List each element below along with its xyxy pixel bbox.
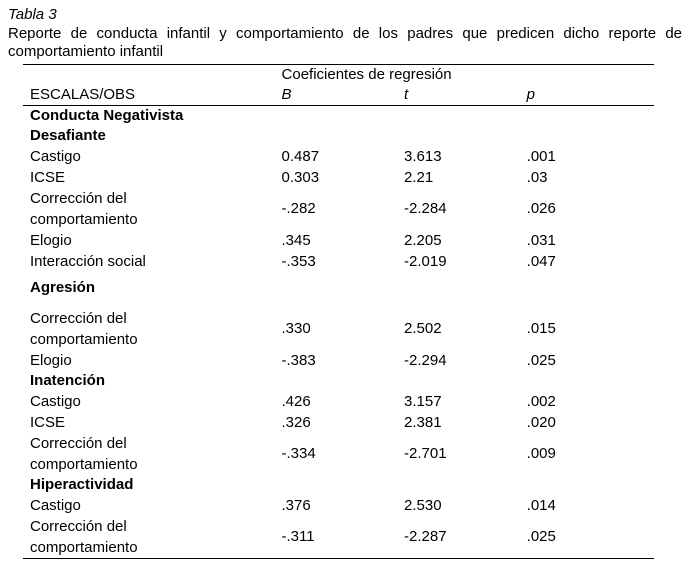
t-value: -2.284 bbox=[404, 200, 447, 217]
table-row bbox=[23, 433, 654, 475]
t-value: 2.205 bbox=[404, 231, 442, 249]
row-label: Interacción social bbox=[30, 252, 146, 270]
row-label: Castigo bbox=[30, 392, 81, 410]
group-title-line1: Conducta Negativista bbox=[30, 107, 184, 124]
group-title-line2: Desafiante bbox=[30, 127, 106, 144]
p-value: .014 bbox=[526, 496, 556, 514]
row-label: Castigo bbox=[30, 147, 81, 165]
t-value: -2.294 bbox=[404, 351, 447, 369]
p-value: .047 bbox=[526, 252, 556, 270]
b-value: 0.487 bbox=[281, 147, 320, 165]
row-label bbox=[23, 433, 282, 475]
row-label-line2: comportamiento bbox=[30, 331, 138, 348]
row-label bbox=[23, 308, 282, 350]
row-label: Castigo bbox=[30, 496, 81, 514]
p-column-header: p bbox=[527, 85, 654, 106]
b-value: .345 bbox=[281, 231, 311, 249]
table-row bbox=[23, 350, 654, 371]
row-label-line1: Corrección del bbox=[30, 518, 127, 535]
row-label-line2: comportamiento bbox=[30, 539, 138, 556]
table-row bbox=[23, 516, 654, 559]
p-value: .025 bbox=[527, 516, 654, 559]
row-label-line1: Corrección del bbox=[30, 435, 127, 452]
table-caption: Reporte de conducta infantil y comportamiento de los padres que predicen dicho reporte de comportamiento infantil bbox=[8, 25, 682, 60]
p-value: .002 bbox=[526, 392, 556, 410]
group-heading bbox=[23, 126, 654, 146]
b-value: -.282 bbox=[281, 200, 316, 217]
header-row-columns bbox=[23, 85, 654, 106]
table-row bbox=[23, 495, 654, 516]
t-column-header: t bbox=[404, 85, 527, 106]
row-label: ICSE bbox=[30, 168, 66, 186]
table-row bbox=[23, 412, 654, 433]
t-value: -2.701 bbox=[404, 445, 447, 462]
coefficient-group-header: Coeficientes de regresión bbox=[281, 66, 452, 83]
b-value: .326 bbox=[281, 413, 311, 431]
group-title: Inatención bbox=[30, 372, 106, 389]
table-row bbox=[23, 230, 654, 251]
group-heading bbox=[23, 371, 654, 391]
group-heading bbox=[23, 272, 654, 308]
row-label-line2: comportamiento bbox=[30, 456, 138, 473]
row-label-line1: Corrección del bbox=[30, 190, 127, 207]
b-column-header: B bbox=[282, 85, 405, 106]
document-page bbox=[8, 6, 684, 61]
group-title: Hiperactividad bbox=[30, 476, 134, 493]
t-value: 2.502 bbox=[404, 320, 442, 337]
table-row bbox=[23, 167, 654, 188]
scale-column-header: ESCALAS/OBS bbox=[23, 85, 282, 106]
b-value: .426 bbox=[281, 392, 311, 410]
row-label: Elogio bbox=[30, 231, 72, 249]
row-label-line1: Corrección del bbox=[30, 310, 127, 327]
group-title: Agresión bbox=[30, 279, 96, 296]
b-value: -.353 bbox=[281, 252, 316, 270]
b-value: -.383 bbox=[281, 351, 316, 369]
table-label: Tabla 3 bbox=[8, 6, 57, 23]
regression-table bbox=[23, 64, 654, 559]
row-label: ICSE bbox=[30, 413, 66, 431]
row-label: Elogio bbox=[30, 351, 72, 369]
t-value: 3.157 bbox=[404, 392, 442, 410]
header-row-group bbox=[23, 65, 654, 85]
t-value: -2.287 bbox=[404, 516, 527, 559]
t-value: 2.530 bbox=[404, 496, 442, 514]
p-value: .031 bbox=[526, 231, 556, 249]
t-value: -2.019 bbox=[404, 252, 447, 270]
b-value: .376 bbox=[281, 496, 311, 514]
group-heading bbox=[23, 475, 654, 495]
row-label bbox=[23, 516, 282, 559]
table-row bbox=[23, 146, 654, 167]
p-value: .020 bbox=[526, 413, 556, 431]
p-value: .03 bbox=[526, 168, 548, 186]
p-value: .001 bbox=[526, 147, 556, 165]
row-label bbox=[23, 188, 282, 230]
p-value: .026 bbox=[526, 200, 556, 217]
row-label-line2: comportamiento bbox=[30, 211, 138, 228]
table-row bbox=[23, 251, 654, 272]
t-value: 3.613 bbox=[404, 147, 442, 165]
t-value: 2.21 bbox=[404, 168, 434, 186]
table-row bbox=[23, 391, 654, 412]
p-value: .025 bbox=[526, 351, 556, 369]
t-value: 2.381 bbox=[404, 413, 442, 431]
b-value: .330 bbox=[281, 320, 311, 337]
b-value: -.311 bbox=[282, 516, 405, 559]
p-value: .009 bbox=[526, 445, 556, 462]
b-value: 0.303 bbox=[281, 168, 320, 186]
table-row bbox=[23, 188, 654, 230]
table-row bbox=[23, 308, 654, 350]
p-value: .015 bbox=[526, 320, 556, 337]
b-value: -.334 bbox=[281, 445, 316, 462]
group-heading bbox=[23, 106, 654, 127]
